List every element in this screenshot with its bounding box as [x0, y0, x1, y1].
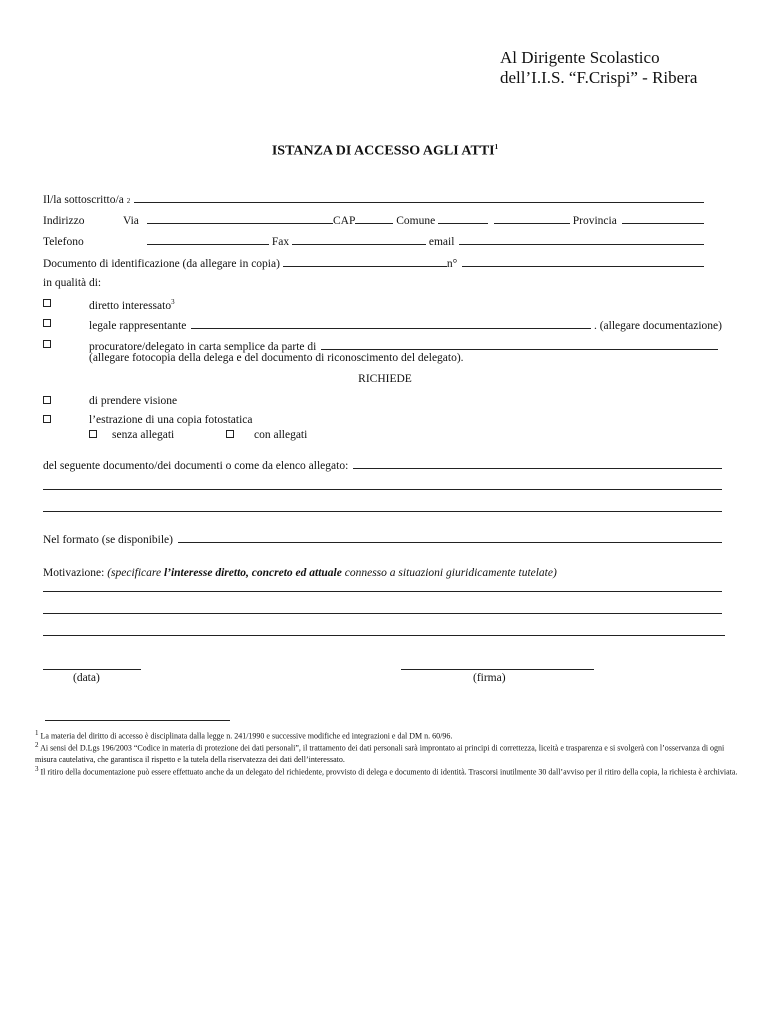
diretto-footnote-ref: 3 — [171, 298, 175, 306]
checkbox-procuratore[interactable] — [43, 339, 51, 351]
procuratore-field[interactable] — [321, 339, 718, 350]
motivazione-rest: connesso a situazioni giuridicamente tutelate) — [341, 567, 557, 579]
legale-row — [89, 318, 722, 332]
firma-field[interactable] — [401, 669, 594, 670]
email-field[interactable] — [459, 234, 704, 245]
checkbox-visione[interactable] — [43, 395, 51, 407]
numero-field[interactable] — [462, 256, 704, 267]
motivazione-hint — [107, 567, 557, 579]
documenti-label: del seguente documento/dei documenti o come da elenco allegato: — [43, 460, 349, 472]
documenti-row — [43, 458, 722, 472]
footnote-3 — [35, 764, 747, 778]
footnote-2-number: 2 — [35, 741, 39, 749]
motivazione-line-2[interactable] — [43, 613, 722, 614]
fax-label: Fax — [271, 236, 290, 248]
data-label: (data) — [73, 672, 100, 684]
sottoscritto-footnote-ref: 2 — [126, 197, 131, 205]
documenti-field[interactable] — [353, 458, 722, 469]
estrazione-label: l’estrazione di una copia fotostatica — [89, 414, 253, 426]
checkbox-icon[interactable] — [43, 319, 51, 327]
footnote-2-text: Ai sensi del D.Lgs 196/2003 “Codice in materia di protezione dei dati personali”, il trattamento dei dati personali sarà improntato ai principi di correttezza, liceità e trasparenza e si svolgerà con l’osservanza di ogni misura cautelativa, che garantisca il rispetto e la tutela della riservatezza dei dati dell’interessato. — [35, 743, 725, 765]
recipient-line-1: Al Dirigente Scolastico — [500, 48, 660, 67]
checkbox-estrazione[interactable] — [43, 414, 51, 426]
provincia-label: Provincia — [572, 215, 617, 227]
checkbox-icon[interactable] — [43, 415, 51, 423]
telefono-row — [43, 234, 722, 248]
diretto-label — [89, 298, 175, 312]
con-allegati-label: con allegati — [254, 429, 308, 441]
telefono-label: Telefono — [43, 236, 84, 248]
comune-label: Comune — [396, 215, 436, 227]
checkbox-icon[interactable] — [43, 396, 51, 404]
formato-label: Nel formato (se disponibile) — [43, 534, 173, 546]
documenti-line-2[interactable] — [43, 489, 722, 490]
telefono-field[interactable] — [147, 234, 269, 245]
procuratore-row — [89, 339, 718, 353]
indirizzo-row — [43, 213, 722, 227]
footnote-2 — [35, 740, 747, 766]
indirizzo-label: Indirizzo — [43, 215, 85, 227]
richiede-heading: RICHIEDE — [358, 373, 412, 385]
checkbox-icon[interactable] — [43, 299, 51, 307]
email-label: email — [428, 236, 455, 248]
checkbox-con-allegati[interactable] — [226, 429, 234, 441]
motivazione-row — [43, 567, 557, 579]
documento-row — [43, 256, 722, 270]
sottoscritto-field[interactable] — [134, 192, 704, 203]
motivazione-line-3[interactable] — [43, 635, 725, 636]
legale-label: legale rappresentante — [89, 320, 187, 332]
sottoscritto-label: Il/la sottoscritto/a — [43, 194, 124, 206]
footnote-3-text: Il ritiro della documentazione può essere effettuato anche da un delegato del richiedente, provvisto di delega e documento di identità. Trascorsi inutilmente 30 dall’avviso per il ritiro della copia, la richiesta è archiviata. — [40, 767, 738, 777]
motivazione-line-1[interactable] — [43, 591, 722, 592]
via-field[interactable] — [147, 213, 333, 224]
cap-field[interactable] — [355, 213, 393, 224]
numero-label: n° — [446, 258, 458, 270]
data-field[interactable] — [43, 669, 141, 670]
title-text: ISTANZA DI ACCESSO AGLI ATTI — [271, 143, 495, 159]
document-title — [0, 143, 770, 160]
formato-field[interactable] — [178, 532, 722, 543]
comune-field[interactable] — [438, 213, 488, 224]
checkbox-icon[interactable] — [43, 340, 51, 348]
motivazione-bold: l’interesse diretto, concreto ed attuale — [163, 567, 342, 579]
qualita-label: in qualità di: — [43, 277, 102, 289]
motivazione-label: Motivazione: — [43, 567, 105, 579]
documento-label: Documento di identificazione (da allegare in copia) — [43, 258, 280, 270]
motivazione-open: (specificare — [107, 567, 164, 579]
formato-row — [43, 532, 722, 546]
legale-suffix: . (allegare documentazione) — [593, 320, 722, 332]
footnote-3-number: 3 — [35, 765, 39, 773]
via-label: Via — [123, 215, 139, 227]
documenti-line-3[interactable] — [43, 511, 722, 512]
footnote-1-text: La materia del diritto di accesso è disciplinata dalla legge n. 241/1990 e successive modifiche ed integrazioni e dal DM n. 60/96. — [40, 731, 453, 741]
documento-field[interactable] — [283, 256, 447, 267]
footnote-1-number: 1 — [35, 729, 39, 737]
visione-label: di prendere visione — [89, 395, 178, 407]
firma-label: (firma) — [473, 672, 506, 684]
footnote-separator — [45, 720, 230, 721]
recipient-line-2: dell’I.I.S. “F.Crispi” - Ribera — [500, 68, 698, 87]
senza-allegati-label: senza allegati — [112, 429, 175, 441]
checkbox-icon[interactable] — [226, 430, 234, 438]
procuratore-label: procuratore/delegato in carta semplice da parte di — [89, 341, 317, 353]
checkbox-legale[interactable] — [43, 318, 51, 330]
title-footnote-ref: 1 — [494, 143, 499, 151]
diretto-text: diretto interessato — [89, 299, 172, 312]
cap-label: CAP — [333, 215, 356, 227]
fax-field[interactable] — [292, 234, 426, 245]
procuratore-note: (allegare fotocopia della delega e del documento di riconoscimento del delegato). — [89, 352, 464, 364]
sottoscritto-row — [43, 192, 722, 206]
comune-field-2[interactable] — [494, 213, 570, 224]
checkbox-diretto[interactable] — [43, 298, 51, 310]
legale-field[interactable] — [191, 318, 591, 329]
provincia-field[interactable] — [622, 213, 704, 224]
checkbox-senza-allegati[interactable] — [89, 429, 97, 441]
checkbox-icon[interactable] — [89, 430, 97, 438]
